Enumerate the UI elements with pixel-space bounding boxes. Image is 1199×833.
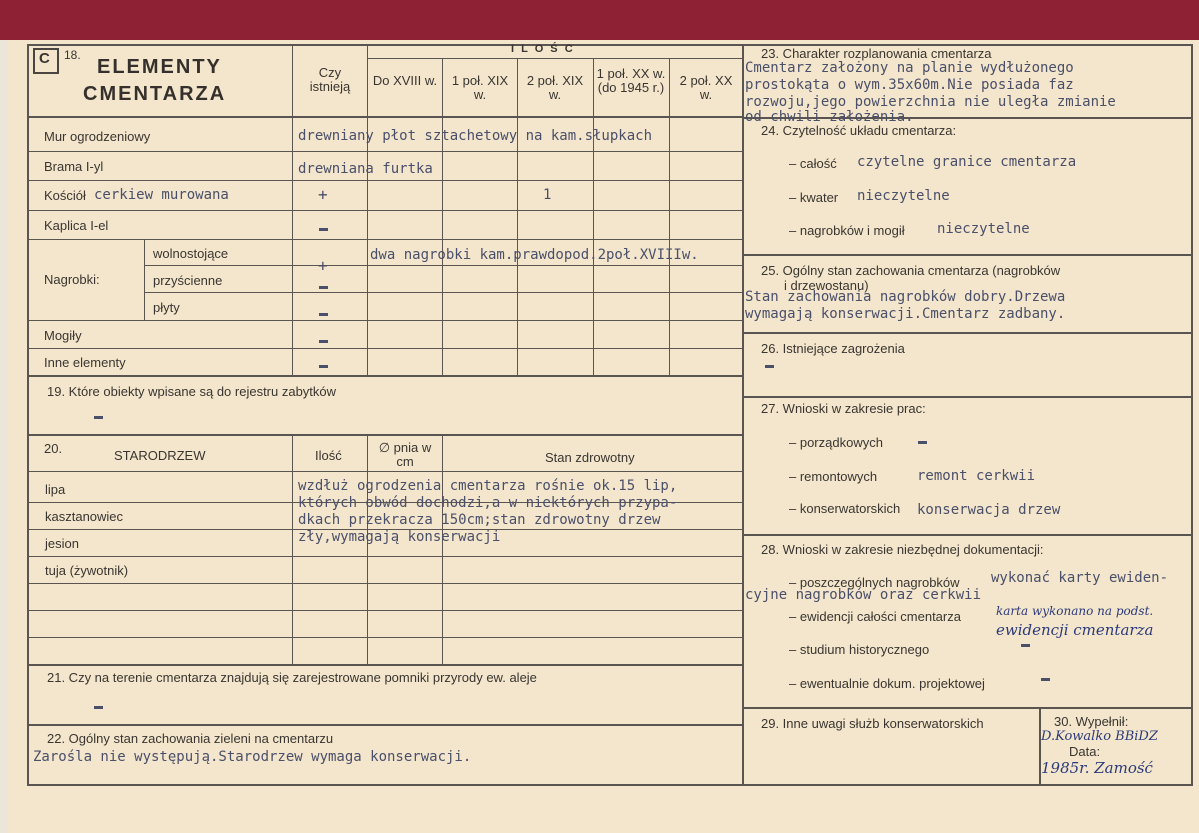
q27-label: 27. Wnioski w zakresie prac: <box>761 401 926 416</box>
q27-remontowych-value: remont cerkwii <box>917 468 1036 484</box>
plyty-dash <box>319 313 328 316</box>
q27-porzadkowych: – porządkowych <box>789 435 883 450</box>
row-mur: Mur ogrodzeniowy <box>44 129 151 144</box>
q28-handwritten-1: karta wykonano na podst. <box>996 604 1154 618</box>
nagrobki-value: dwa nagrobki kam.prawdopod.2poł.XVIIIw. <box>370 247 699 263</box>
brama-value: drewniana furtka <box>298 161 433 177</box>
kosciol-exists: + <box>318 185 328 204</box>
q21-label: 21. Czy na terenie cmentarza znajdują się zarejestrowane pomniki przyrody ew. aleje <box>47 670 537 685</box>
q28-studium: – studium historycznego <box>789 642 930 657</box>
kosciol-value: cerkiew murowana <box>94 187 229 203</box>
q24-kwater-value: nieczytelne <box>857 188 950 204</box>
q28-ewidencji: – ewidencji całości cmentarza <box>789 609 961 624</box>
q28-label: 28. Wnioski w zakresie niezbędnej dokumentacji: <box>761 542 1044 557</box>
kaplica-dash <box>319 228 328 231</box>
q30-label: 30. Wypełnił: <box>1054 714 1129 729</box>
row-nagrobki: Nagrobki: <box>44 272 100 287</box>
q25-line-2: wymagają konserwacji.Cmentarz zadbany. <box>745 306 1066 322</box>
q27-porzadkowych-dash <box>918 441 927 444</box>
kosciol-count: 1 <box>543 187 552 203</box>
q27-konserwatorskich-value: konserwacja drzew <box>917 502 1061 518</box>
q27-remontowych: – remontowych <box>789 469 878 484</box>
starodrzew-title: STARODRZEW <box>114 448 206 463</box>
section-letter: C <box>39 50 50 67</box>
starodrzew-ilosc: Ilość <box>315 448 342 463</box>
q28-poszczegolnych-value-1: wykonać karty ewiden- <box>991 570 1169 586</box>
q24-calosc: – całość <box>789 156 837 171</box>
section-number: 18. <box>64 48 81 62</box>
q29-label: 29. Inne uwagi służb konserwatorskich <box>761 716 984 731</box>
q24-label: 24. Czytelność układu cmentarza: <box>761 123 957 138</box>
starodrzew-text-2: których obwód dochodzi,a w niektórych przypa- <box>298 495 678 511</box>
q23-line-4: od chwili założenia. <box>745 109 914 125</box>
tree-kasztanowiec: kasztanowiec <box>45 509 124 524</box>
q28-projektowej-dash <box>1041 678 1050 681</box>
starodrzew-text-3: dkach przekracza 150cm;stan zdrowotny drzew <box>298 512 661 528</box>
card-binder-band <box>0 0 1199 40</box>
col-header-2pol-xx: 2 poł. XX w. <box>679 73 733 102</box>
nagrobki-exists: + <box>318 256 328 275</box>
q25-label-1: 25. Ogólny stan zachowania cmentarza (nagrobków <box>761 263 1061 278</box>
col-header-xviii: Do XVIII w. <box>372 73 438 88</box>
q22-value: Zarośla nie występują.Starodrzew wymaga konserwacji. <box>33 749 472 765</box>
q23-line-3: rozwoju,jego powierzchnia nie uległa zmianie <box>745 94 1116 110</box>
col-header-1pol-xix: 1 poł. XIX w. <box>451 73 509 102</box>
ilosc-header: I L O Ś C <box>511 43 575 55</box>
row-plyty: płyty <box>153 300 180 315</box>
q24-calosc-value: czytelne granice cmentarza <box>857 154 1077 170</box>
q25-line-1: Stan zachowania nagrobków dobry.Drzewa <box>745 289 1066 305</box>
q24-kwater: – kwater <box>789 190 839 205</box>
row-mogily: Mogiły <box>44 328 82 343</box>
starodrzew-stan: Stan zdrowotny <box>545 450 635 465</box>
row-kaplica: Kaplica I-el <box>44 218 109 233</box>
q26-label: 26. Istniejące zagrożenia <box>761 341 905 356</box>
starodrzew-text-4: zły,wymagają konserwacji <box>298 529 501 545</box>
q28-handwritten-2: ewidencji cmentarza <box>996 621 1154 639</box>
inne-dash <box>319 365 328 368</box>
q30-handwritten-date: 1985r. Zamość <box>1041 759 1153 777</box>
q28-poszczegolnych: – poszczególnych nagrobków <box>789 575 960 590</box>
row-inne: Inne elementy <box>44 355 126 370</box>
q23-line-1: Cmentarz założony na planie wydłużonego <box>745 60 1074 76</box>
mogily-dash <box>319 340 328 343</box>
col-exists-header: Czy istnieją <box>309 65 351 94</box>
col-header-2pol-xix: 2 poł. XIX w. <box>526 73 584 102</box>
title-line-1: ELEMENTY <box>97 56 222 78</box>
q22-label: 22. Ogólny stan zachowania zieleni na cmentarzu <box>47 731 334 746</box>
q28-studium-dash <box>1021 644 1030 647</box>
q27-konserwatorskich: – konserwatorskich <box>789 501 901 516</box>
q23-line-2: prostokąta o wym.35x60m.Nie posiada faz <box>745 77 1074 93</box>
starodrzew-pnia: ∅ pnia w cm <box>378 440 432 469</box>
q23-label: 23. Charakter rozplanowania cmentarza <box>761 46 992 61</box>
row-wolnostojace: wolnostojące <box>153 246 229 261</box>
q28-poszczegolnych-value-2: cyjne nagrobków oraz cerkwii <box>745 587 982 603</box>
q26-dash <box>765 365 774 368</box>
tree-tuja: tuja (żywotnik) <box>45 563 129 578</box>
q19-label: 19. Które obiekty wpisane są do rejestru zabytków <box>47 384 337 399</box>
title-line-2: CMENTARZA <box>83 83 227 105</box>
tree-lipa: lipa <box>45 482 66 497</box>
starodrzew-num: 20. <box>44 441 63 456</box>
q25-label-2: i drzewostanu) <box>784 278 869 293</box>
q24-nagrobkow-value: nieczytelne <box>937 221 1030 237</box>
przyscienne-dash <box>319 286 328 289</box>
q19-dash <box>94 416 103 419</box>
cemetery-record-card <box>8 40 1199 833</box>
q21-dash <box>94 706 103 709</box>
row-przyscienne: przyścienne <box>153 273 223 288</box>
mur-value: drewniany płot sztachetowy na kam.słupkach <box>298 128 653 144</box>
row-brama: Brama I-yl <box>44 159 104 174</box>
q24-nagrobkow: – nagrobków i mogił <box>789 223 905 238</box>
q30-date-label: Data: <box>1069 744 1101 759</box>
tree-jesion: jesion <box>45 536 79 551</box>
row-kosciol: Kościół <box>44 188 86 203</box>
starodrzew-text-1: wzdłuż ogrodzenia cmentarza rośnie ok.15 lip, <box>298 478 678 494</box>
q28-projektowej: – ewentualnie dokum. projektowej <box>789 676 985 691</box>
col-header-1pol-xx: 1 poł. XX w. (do 1945 r.) <box>596 66 666 95</box>
q30-handwritten-name: D.Kowalko BBiDZ <box>1041 729 1158 744</box>
